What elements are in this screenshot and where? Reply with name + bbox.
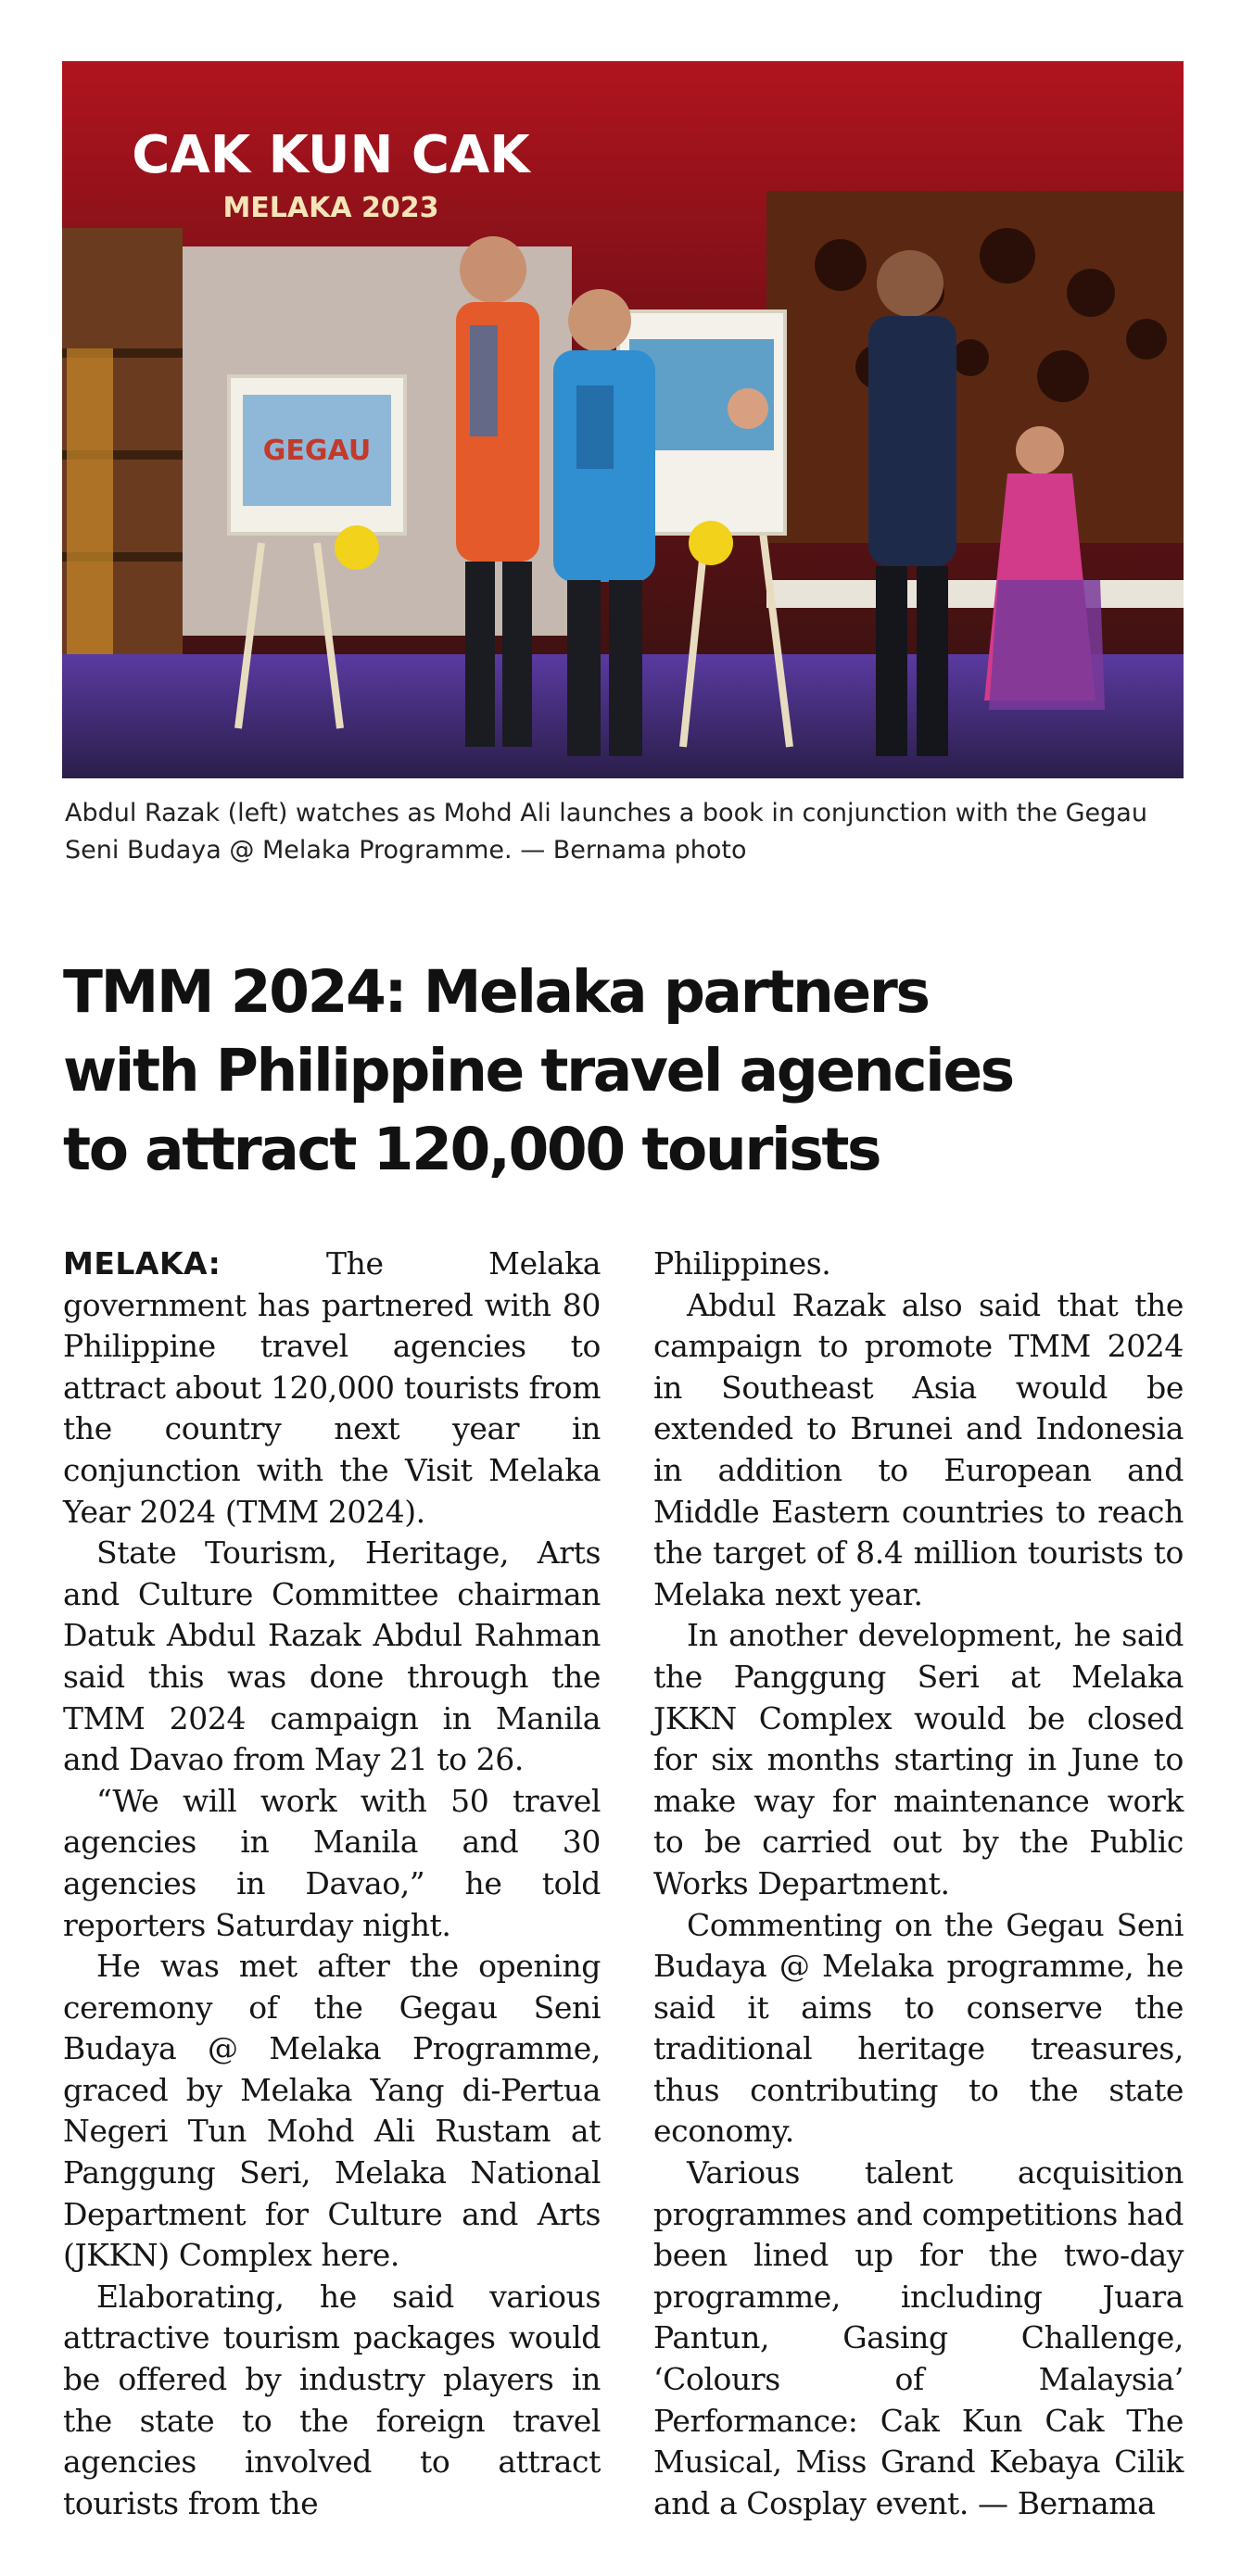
dateline: MELAKA: (63, 1245, 222, 1282)
stage-sign-title: CAK KUN CAK (132, 125, 530, 185)
lead-text: The Melaka government has partnered with 80 Philippine travel agencies to attract about 120,000 tourists from the country next year in conjunction with the Visit Melaka Year 2024 (TMM 2024). (63, 1245, 601, 1530)
article-column-right (653, 1244, 1184, 2524)
article-paragraph: “We will work with 50 travel agencies in Manila and 30 agencies in Davao,” he told reporters Saturday night. (63, 1782, 601, 1943)
headline-line-2: with Philippine travel agencies (63, 1037, 1013, 1105)
headline-line-1: TMM 2024: Melaka partners (63, 958, 929, 1027)
article-paragraph: In another development, he said the Panggung Seri at Melaka JKKN Complex would be closed for six months starting in June to make way for maintenance work to be carried out by the Public Works Department. (653, 1617, 1184, 1901)
headline-line-3: to attract 120,000 tourists (63, 1116, 880, 1184)
article-paragraph: He was met after the opening ceremony of the Gegau Seni Budaya @ Melaka Programme, graced by Melaka Yang di-Pertua Negeri Tun Mohd Ali Rustam at Panggung Seri, Melaka National Department for Culture and Arts (JKKN) Complex here. (63, 1948, 601, 2274)
article-paragraph: Philippines. (653, 1245, 831, 1282)
article-paragraph: Abdul Razak also said that the campaign to promote TMM 2024 in Southeast Asia would be extended to Brunei and Indonesia in addition to European and Middle Eastern countries to reach the target of 8.4 million tourists to Melaka next year. (653, 1286, 1184, 1612)
stage-sign-subtitle: MELAKA 2023 (222, 192, 439, 224)
article-paragraph: State Tourism, Heritage, Arts and Culture Committee chairman Datuk Abdul Razak Abdul Rahman said this was done through the TMM 2024 campaign in Manila and Davao from May 21 to 26. (63, 1534, 601, 1778)
news-photo (62, 61, 1184, 778)
article-paragraph: Various talent acquisition programmes and competitions had been lined up for the two-day programme, including Juara Pantun, Gasing Challenge, ‘Colours of Malaysia’ Performance: Cak Kun Cak The Musical, Miss Grand Kebaya Cilik and a Cosplay event. — Bernama (653, 2154, 1184, 2521)
article-paragraph: Elaborating, he said various attractive tourism packages would be offered by industry players in the state to the foreign travel agencies involved to attract tourists from the (63, 2278, 601, 2521)
article-paragraph: Commenting on the Gegau Seni Budaya @ Melaka programme, he said it aims to conserve the traditional heritage treasures, thus contributing to the state economy. (653, 1906, 1184, 2150)
easel-left-label: GEGAU (262, 435, 372, 467)
article-paragraph (63, 1244, 601, 1533)
photo-caption: Abdul Razak (left) watches as Mohd Ali launches a book in conjunction with the Gegau Seni Budaya @ Melaka Programme. — Bernama photo (65, 799, 1147, 865)
article-column-left (63, 1244, 601, 2524)
stage-scene-illustration (62, 61, 1184, 778)
headline (63, 953, 1194, 1189)
